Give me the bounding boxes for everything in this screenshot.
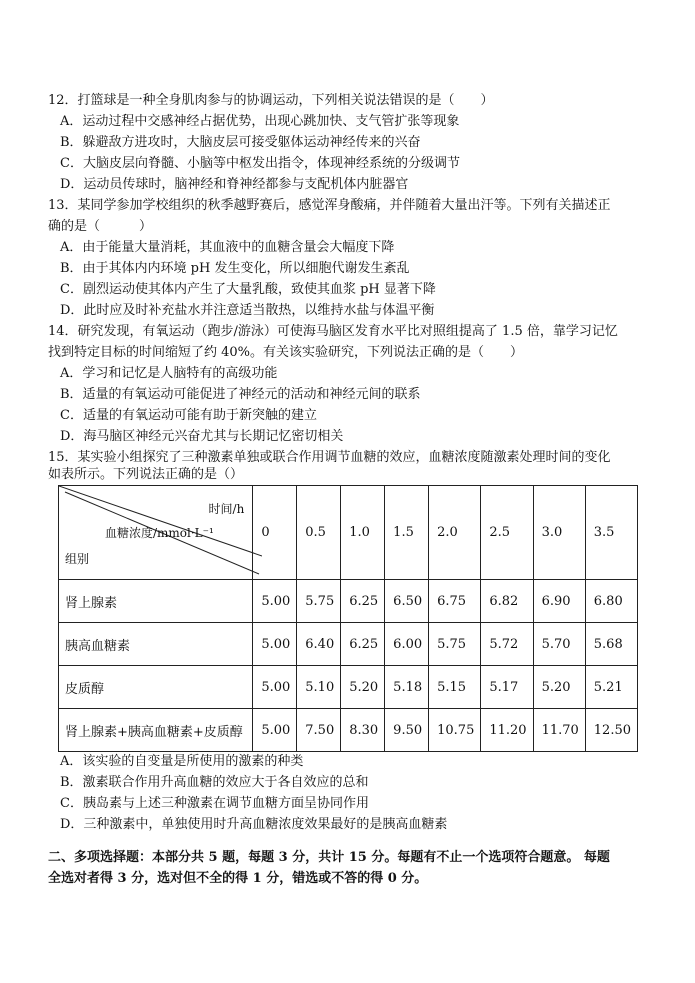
q13-stem-line2: 确的是（ ） [48, 219, 153, 234]
time-header-cell: 3.5 [585, 486, 637, 580]
time-header-cell: 0 [253, 486, 297, 580]
value-cell: 5.75 [429, 623, 481, 666]
time-header-cell: 1.5 [385, 486, 429, 580]
q14-stem-line1: 14．研究发现，有氧运动（跑步/游泳）可使海马脑区发育水平比对照组提高了 1.5 倍，靠学习记忆 [48, 324, 618, 339]
value-cell: 11.70 [533, 709, 585, 752]
table-row [59, 623, 638, 666]
value-cell: 5.18 [385, 666, 429, 709]
value-cell: 7.50 [297, 709, 341, 752]
value-cell: 5.21 [585, 666, 637, 709]
value-cell: 5.00 [253, 580, 297, 623]
time-header-cell: 3.0 [533, 486, 585, 580]
value-cell: 5.20 [341, 666, 385, 709]
value-cell: 5.75 [297, 580, 341, 623]
group-cell: 肾上腺素 [59, 580, 253, 623]
value-cell: 5.00 [253, 623, 297, 666]
value-cell: 5.68 [585, 623, 637, 666]
group-cell: 胰高血糖素 [59, 623, 253, 666]
value-cell: 5.70 [533, 623, 585, 666]
q12-option-b: B．躲避敌方进攻时，大脑皮层可接受躯体运动神经传来的兴奋 [60, 135, 421, 150]
group-cell: 皮质醇 [59, 666, 253, 709]
value-cell: 6.75 [429, 580, 481, 623]
value-cell: 9.50 [385, 709, 429, 752]
q15-option-b: B．激素联合作用升高血糖的效应大于各自效应的总和 [60, 775, 369, 790]
q14-option-c: C．适量的有氧运动可能有助于新突触的建立 [60, 408, 317, 423]
table-header-row [59, 486, 638, 580]
value-cell: 6.25 [341, 580, 385, 623]
section2-heading-line2: 全选对者得 3 分，选对但不全的得 1 分，错选或不答的得 0 分。 [48, 871, 428, 886]
value-cell: 6.40 [297, 623, 341, 666]
value-cell: 5.00 [253, 666, 297, 709]
time-header-cell: 2.0 [429, 486, 481, 580]
header-time-label: 时间/h [208, 502, 245, 516]
q13-option-d: D．此时应及时补充盐水并注意适当散热，以维持水盐与体温平衡 [60, 303, 435, 318]
q15-stem-line1: 15．某实验小组探究了三种激素单独或联合作用调节血糖的效应，血糖浓度随激素处理时间的变化 [48, 450, 611, 465]
time-header-cell: 1.0 [341, 486, 385, 580]
q13-option-b: B．由于其体内内环境 pH 发生变化，所以细胞代谢发生紊乱 [60, 261, 410, 276]
header-concentration-label: 血糖浓度/mmol·L⁻¹ [105, 526, 214, 540]
q13-option-c: C．剧烈运动使其体内产生了大量乳酸，致使其血浆 pH 显著下降 [60, 282, 436, 297]
table-row [59, 580, 638, 623]
table-row [59, 709, 638, 752]
value-cell: 5.20 [533, 666, 585, 709]
q14-option-a: A．学习和记忆是人脑特有的高级功能 [60, 366, 278, 381]
value-cell: 11.20 [481, 709, 533, 752]
time-header-cell: 2.5 [481, 486, 533, 580]
q15-option-a: A．该实验的自变量是所使用的激素的种类 [60, 754, 304, 769]
q14-option-b: B．适量的有氧运动可能促进了神经元的活动和神经元间的联系 [60, 387, 421, 402]
q14-option-d: D．海马脑区神经元兴奋尤其与长期记忆密切相关 [60, 429, 344, 444]
header-group-label: 组别 [65, 552, 90, 566]
table-row [59, 666, 638, 709]
value-cell: 5.72 [481, 623, 533, 666]
value-cell: 6.82 [481, 580, 533, 623]
q14-stem-line2: 找到特定目标的时间缩短了约 40%。有关该实验研究，下列说法正确的是（ ） [48, 345, 524, 360]
q15-stem-line2: 如表所示。下列说法正确的是（） [48, 467, 244, 482]
q15-option-c: C．胰岛素与上述三种激素在调节血糖方面呈协同作用 [60, 796, 369, 811]
value-cell: 5.00 [253, 709, 297, 752]
section2-heading-line1: 二、多项选择题：本部分共 5 题，每题 3 分，共计 15 分。每题有不止一个选项符合题意。 每题 [48, 850, 610, 865]
q15-option-d: D．三种激素中，单独使用时升高血糖浓度效果最好的是胰高血糖素 [60, 817, 448, 832]
blood-glucose-table [58, 485, 638, 752]
value-cell: 6.50 [385, 580, 429, 623]
q12-option-c: C．大脑皮层向脊髓、小脑等中枢发出指令，体现神经系统的分级调节 [60, 156, 460, 171]
value-cell: 5.10 [297, 666, 341, 709]
time-header-cell: 0.5 [297, 486, 341, 580]
q12-option-a: A．运动过程中交感神经占据优势，出现心跳加快、支气管扩张等现象 [60, 114, 460, 129]
value-cell: 6.80 [585, 580, 637, 623]
value-cell: 6.00 [385, 623, 429, 666]
value-cell: 6.25 [341, 623, 385, 666]
q13-stem-line1: 13．某同学参加学校组织的秋季越野赛后，感觉浑身酸痛，并伴随着大量出汗等。下列有关描述正 [48, 198, 611, 213]
q12-stem: 12．打篮球是一种全身肌肉参与的协调运动，下列相关说法错误的是（ ） [48, 93, 494, 108]
value-cell: 12.50 [585, 709, 637, 752]
value-cell: 10.75 [429, 709, 481, 752]
value-cell: 5.15 [429, 666, 481, 709]
group-cell: 肾上腺素+胰高血糖素+皮质醇 [59, 709, 253, 752]
value-cell: 5.17 [481, 666, 533, 709]
q12-option-d: D．运动员传球时，脑神经和脊神经都参与支配机体内脏器官 [60, 177, 409, 192]
table-diagonal-header-cell [59, 486, 253, 580]
q13-option-a: A．由于能量大量消耗，其血液中的血糖含量会大幅度下降 [60, 240, 395, 255]
value-cell: 8.30 [341, 709, 385, 752]
value-cell: 6.90 [533, 580, 585, 623]
